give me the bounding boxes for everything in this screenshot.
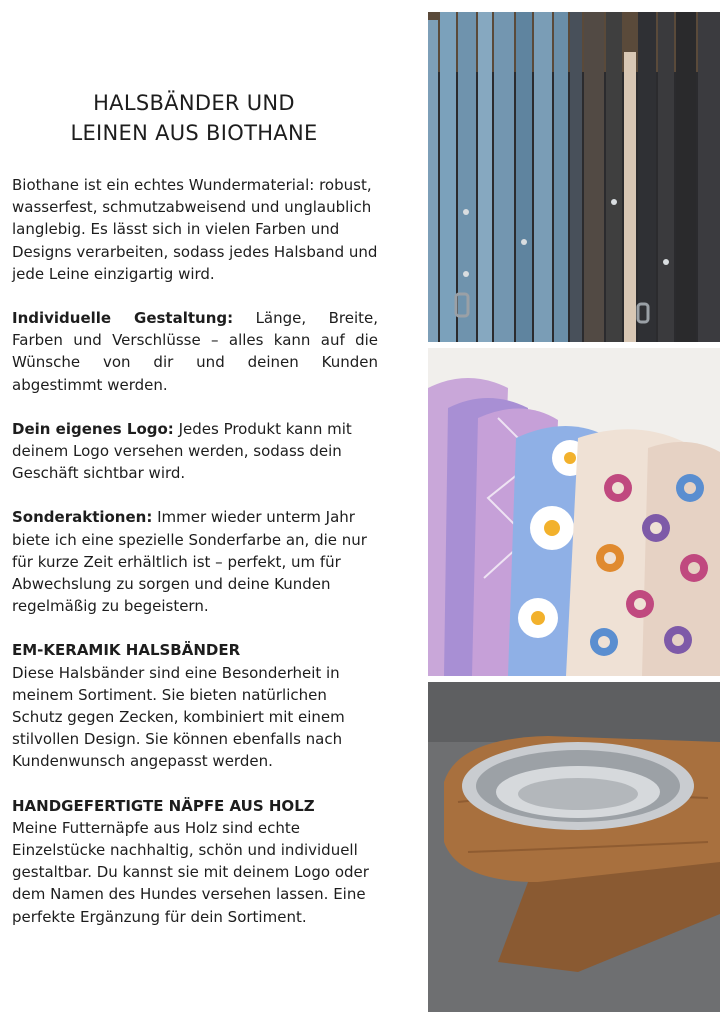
section-heading: EM-KERAMIK HALSBÄNDER	[12, 641, 241, 660]
title-line-1: HALSBÄNDER UND	[93, 91, 295, 115]
feature-text: Jedes Produkt kann mit deinem Logo versehen werden, sodass dein Geschäft sichtbar wird.	[12, 419, 352, 483]
section-text: Meine Futternäpfe aus Holz sind echte Einzelstücke nachhaltig, schön und individuell gestaltbar. Du kannst sie mit deinem Logo oder dem Namen des Hundes versehen lassen. Eine perfekte Ergänzung für dein Sortiment.	[12, 818, 369, 926]
feature-text: Immer wieder unterm Jahr biete ich eine spezielle Sonderfarbe an, die nur für kurze Zeit erhältlich ist – perfekt, um für Abwechslung zu sorgen und deine Kunden regelmäßig zu begeistern.	[12, 508, 367, 616]
feature-logo	[12, 418, 378, 485]
section-em-ceramic	[12, 639, 378, 772]
feature-text: Länge, Breite, Farben und Verschlüsse – alles kann auf die Wünsche von dir und deinen Kunden abgestimmt werden.	[12, 309, 379, 394]
feature-label: Individuelle Gestaltung:	[12, 309, 234, 328]
wooden-bowl-photo	[428, 682, 720, 1012]
collars-photo	[428, 348, 720, 676]
feature-custom-design	[12, 307, 378, 396]
title-line-2: LEINEN AUS BIOTHANE	[70, 121, 318, 145]
feature-label: Dein eigenes Logo:	[12, 419, 174, 438]
text-column	[12, 174, 378, 950]
page-title	[12, 88, 376, 148]
section-text: Diese Halsbänder sind eine Besonderheit in meinem Sortiment. Sie bieten natürlichen Schutz gegen Zecken, kombiniert mit einem stilvollen Design. Sie können ebenfalls nach Kundenwunsch angepasst werden.	[12, 663, 345, 771]
feature-label: Sonderaktionen:	[12, 508, 153, 527]
intro-paragraph: Biothane ist ein echtes Wundermaterial: robust, wasserfest, schmutzabweisend und unglaublich langlebig. Es lässt sich in vielen Farben und Designs verarbeiten, sodass jedes Halsband und jede Leine einzigartig wird.	[12, 176, 378, 283]
leashes-photo	[428, 12, 720, 342]
section-wooden-bowls	[12, 795, 378, 928]
section-heading: HANDGEFERTIGTE NÄPFE AUS HOLZ	[12, 796, 315, 815]
feature-special-offers	[12, 506, 378, 617]
